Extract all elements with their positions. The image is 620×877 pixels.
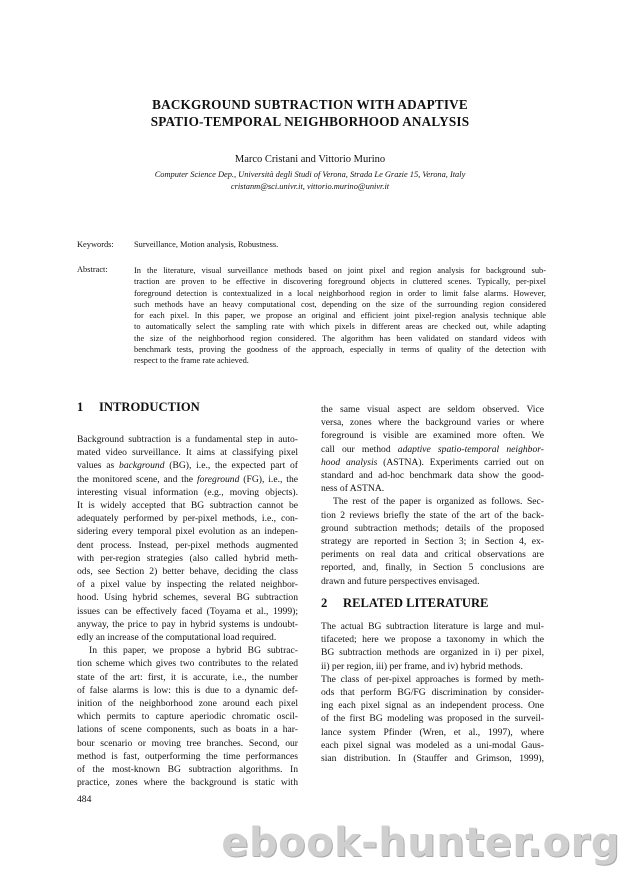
title-line-2: SPATIO-TEMPORAL NEIGHBORHOOD ANALYSIS (150, 114, 470, 129)
text-line: hood. Using hybrid schemes, several BG subtraction (77, 592, 298, 604)
text-line: of the first BG modeling was proposed in the surveil- (321, 713, 544, 725)
text-line: anyway, the price to pay in hybrid systems is undoubt- (77, 618, 298, 630)
text-line: method is fast, outperforming the time performances (77, 750, 298, 762)
text-line: tion scheme which gives two contributes to the related (77, 658, 298, 670)
text-line: bour scenario or moving tree branches. Second, our (77, 737, 298, 749)
text-line: In this paper, we propose a hybrid BG subtrac- (89, 645, 298, 657)
text-line: values as background (BG), i.e., the expected part of (77, 460, 298, 472)
abstract-line: for each pixel. In this paper, we propose an original and efficient joint pixel-region analysis technique able (134, 311, 546, 321)
related-literature-column (321, 620, 544, 765)
abstract-line: benchmark tests, proving the goodness of the approach, especially in terms of quality of the detection with (134, 345, 546, 355)
abstract-line: traction are proven to be effective in discovering foreground objects in cluttered scenes. Typically, per-pixel (134, 277, 546, 287)
text-line: The class of per-pixel approaches is formed by meth- (321, 673, 544, 685)
text-line: of the most-known BG subtraction algorithms. In (77, 764, 298, 776)
text-line: versa, zones where the background varies or where (321, 417, 544, 429)
text-line: ing each pixel signal as an independent process. One (321, 700, 544, 712)
text-line: ods, see Section 2) better behave, deciding the class (77, 566, 298, 578)
text-line: the monitored scene, and the foreground (FG), i.e., the (77, 473, 298, 485)
text-line: lations of scene components, such as boats in a har- (77, 724, 298, 736)
abstract (134, 265, 546, 367)
term-foreground: foreground (196, 473, 240, 485)
text-line: of a pixel value by inspecting the related neighbor- (77, 579, 298, 591)
text-line: interesting visual information (e.g., moving objects). (77, 486, 298, 498)
text-line: periments on real data and critical observations are (321, 549, 544, 561)
text-line: issues can be effectively faced (Toyama et al., 1999); (77, 605, 298, 617)
method-name: hood analysis (321, 456, 378, 468)
text-line: edly an increase of the computational load required. (77, 632, 277, 644)
text-line: strategy are reported in Section 3; in Section 4, ex- (321, 536, 544, 548)
section-number: 1 (77, 400, 84, 414)
text-line: practice, zones where the background is static with (77, 777, 298, 789)
abstract-line: such methods have an heavy computational cost, depending on the size of the surrounding region considered (134, 299, 546, 309)
text-line: hood analysis (ASTNA). Experiments carried out on (321, 456, 544, 468)
paper-title (0, 96, 620, 130)
term-background: background (119, 460, 165, 472)
text-line: lance system Pfinder (Wren, et al., 1997), where (321, 726, 544, 738)
text-line: call our method adaptive spatio-temporal neighbor- (321, 443, 544, 455)
section-title: RELATED LITERATURE (343, 596, 489, 610)
text-line: tifaceted; here we propose a taxonomy in which the (321, 634, 544, 646)
text-line: tion 2 reviews briefly the state of the art of the back- (321, 509, 544, 521)
email-line: cristanm@sci.univr.it, vittorio.murino@univr.it (230, 181, 390, 191)
abstract-line: respect to the frame rate achieved. (134, 356, 249, 366)
page-number: 484 (77, 794, 92, 805)
abstract-line: foreground detection is contextualized in a local neighborhood region in order to limit false alarms. However, (134, 288, 546, 298)
text-line: ii) per region, iii) per frame, and iv) hybrid methods. (321, 660, 523, 672)
text-line: which permits to capture aperiodic chromatic oscil- (77, 711, 298, 723)
intro-left-column (77, 433, 298, 789)
text-line: mated video surveillance. It aims at classifying pixel (77, 447, 298, 459)
text-line: The actual BG subtraction literature is large and mul- (321, 621, 544, 632)
section-number: 2 (321, 596, 328, 610)
text-line: adequately performed by per-pixel methods, i.e., con- (77, 513, 298, 525)
text-line: Background subtraction is a fundamental step in auto- (77, 434, 298, 445)
text-line: of false alarms is low: this is due to a dynamic def- (77, 684, 298, 696)
keywords: Surveillance, Motion analysis, Robustness. (134, 240, 279, 249)
text-line: each pixel signal was modeled as a uni-modal Gaus- (321, 739, 544, 751)
text-line: ground subtraction methods; details of the proposed (321, 522, 544, 534)
title-line-1: BACKGROUND SUBTRACTION WITH ADAPTIVE (152, 97, 468, 112)
text-line: BG subtraction methods are organized in i) per pixel, (321, 647, 544, 659)
text-line: reported, and, finally, in Section 5 conclusions are (321, 562, 544, 574)
section-title: INTRODUCTION (99, 400, 200, 414)
text-line: inition of the neighborhood zone around each pixel (77, 698, 298, 710)
keywords-label: Keywords: (77, 240, 114, 249)
text-line: The rest of the paper is organized as follows. Sec- (333, 496, 544, 508)
intro-right-column (321, 403, 544, 588)
method-name: adaptive spatio-temporal neighbor- (397, 443, 544, 455)
section-heading-related-literature (321, 596, 488, 611)
authors: Marco Cristani and Vittorio Murino (234, 154, 386, 165)
watermark: ebook-hunter.org (221, 820, 620, 866)
text-line: dent process. Instead, per-pixel methods augmented (77, 539, 298, 551)
abstract-line: In the literature, visual surveillance methods based on joint pixel and region analysis for background sub- (134, 266, 546, 275)
text-line: standard and ad-hoc benchmark data show the good- (321, 470, 544, 482)
affiliation-line: Computer Science Dep., Università degli Studi of Verona, Strada Le Grazie 15, Verona, Italy (154, 170, 466, 179)
abstract-line: the size of the neighborhood region considered. The algorithm has been validated on standard videos with (134, 333, 546, 343)
text-line: sidering every temporal pixel evolution as an indepen- (77, 526, 298, 538)
text-line: foreground is visible are examined more often. We (321, 430, 544, 442)
text-line: with per-region strategies (also called hybrid meth- (77, 552, 298, 564)
abstract-label: Abstract: (77, 265, 108, 274)
text-line: state of the art: first, it is accurate, i.e., the number (77, 671, 298, 683)
text-line: ods that perform BG/FG discrimination by consider- (321, 687, 544, 699)
abstract-line: to automatically select the sampling rate with which pixels in different areas are checked out, while adapting (134, 322, 546, 332)
text-line: drawn and future perspectives envisaged. (321, 575, 480, 587)
text-line: ness of ASTNA. (321, 483, 385, 495)
section-heading-introduction (77, 400, 200, 415)
text-line: the same visual aspect are seldom observed. Vice (321, 404, 544, 415)
affiliation (0, 169, 620, 192)
text-line: sian distribution. In (Stauffer and Grimson, 1999), (321, 753, 544, 765)
text-line: It is widely accepted that BG subtraction cannot be (77, 500, 298, 512)
